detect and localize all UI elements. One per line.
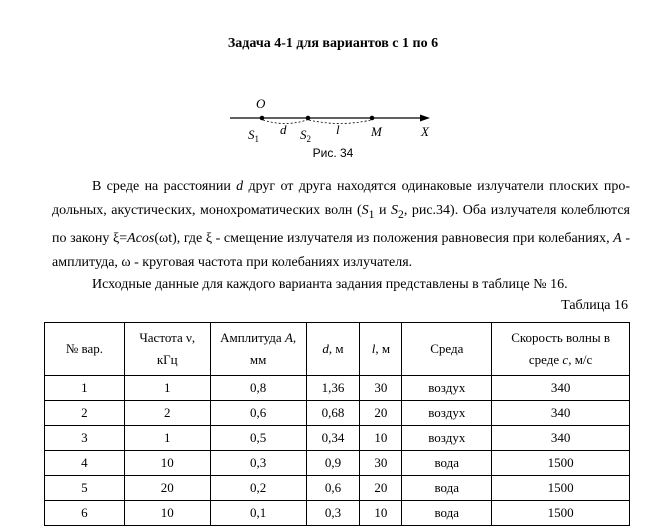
emitter-s2-dot: [306, 116, 311, 121]
cell-l: 20: [360, 401, 402, 426]
cell-wave-speed: 340: [492, 426, 630, 451]
cell-wave-speed: 340: [492, 401, 630, 426]
cell-frequency: 1: [124, 426, 210, 451]
cell-variant: 1: [45, 376, 125, 401]
table-row: [45, 376, 630, 401]
header-amplitude: Амплитуда A, мм: [210, 323, 306, 376]
cell-frequency: 2: [124, 401, 210, 426]
emitter-s1-dot: [260, 116, 265, 121]
cell-variant: 2: [45, 401, 125, 426]
cell-variant: 5: [45, 476, 125, 501]
cell-medium: вода: [402, 476, 492, 501]
point-m-dot: [370, 116, 375, 121]
table-caption: Таблица 16: [561, 298, 628, 313]
l-bracket: [309, 120, 371, 124]
s2-label: $S_2$: [300, 127, 311, 142]
cell-variant: 6: [45, 501, 125, 526]
x-axis-label: X: [421, 124, 429, 139]
origin-label: O: [256, 96, 266, 111]
cell-wave-speed: 1500: [492, 451, 630, 476]
cell-frequency: 10: [124, 451, 210, 476]
cell-frequency: 1: [124, 376, 210, 401]
variants-table: [44, 322, 630, 526]
cell-medium: вода: [402, 501, 492, 526]
cell-frequency: 20: [124, 476, 210, 501]
cell-amplitude: 0,1: [210, 501, 306, 526]
cell-d: 0,6: [306, 476, 360, 501]
table-row: [45, 501, 630, 526]
figure-34-diagram: [230, 94, 440, 142]
cell-l: 30: [360, 376, 402, 401]
table-header-row: [45, 323, 630, 376]
cell-d: 0,9: [306, 451, 360, 476]
figure-caption: Рис. 34: [312, 146, 354, 160]
cell-amplitude: 0,5: [210, 426, 306, 451]
table-row: [45, 401, 630, 426]
table-row: [45, 426, 630, 451]
m-label: M: [371, 124, 382, 139]
s1-label: $S_1$: [248, 127, 259, 142]
cell-wave-speed: 340: [492, 376, 630, 401]
cell-d: 0,34: [306, 426, 360, 451]
cell-d: 0,3: [306, 501, 360, 526]
cell-l: 30: [360, 451, 402, 476]
l-label: l: [336, 122, 340, 137]
problem-text: В среде на расстоянии d друг от друга находятся одинаковые излучатели плоских про-дольных, акустических, монохроматических волн ($S_1$ и $S_2$, рис.34). Оба излучателя колеблются по закону ξ=Acos(ωt), где ξ - смещение излучателя из положения равновесия при колебаниях, A - амплитуда, ω - круговая частота при колебаниях излучателя.: [52, 179, 630, 270]
cell-medium: воздух: [402, 401, 492, 426]
header-frequency: Частота ν, кГц: [124, 323, 210, 376]
cell-l: 20: [360, 476, 402, 501]
cell-frequency: 10: [124, 501, 210, 526]
task-title: Задача 4-1 для вариантов с 1 по 6: [227, 36, 439, 51]
cell-amplitude: 0,3: [210, 451, 306, 476]
d-label: d: [280, 122, 287, 137]
cell-variant: 3: [45, 426, 125, 451]
cell-medium: вода: [402, 451, 492, 476]
cell-amplitude: 0,8: [210, 376, 306, 401]
header-medium: Среда: [402, 323, 492, 376]
cell-amplitude: 0,2: [210, 476, 306, 501]
cell-wave-speed: 1500: [492, 501, 630, 526]
header-variant: № вар.: [45, 323, 125, 376]
cell-wave-speed: 1500: [492, 476, 630, 501]
cell-amplitude: 0,6: [210, 401, 306, 426]
x-axis-arrow-icon: [420, 115, 430, 122]
cell-l: 10: [360, 501, 402, 526]
cell-medium: воздух: [402, 426, 492, 451]
table-row: [45, 451, 630, 476]
cell-medium: воздух: [402, 376, 492, 401]
cell-d: 1,36: [306, 376, 360, 401]
header-wave-speed: Скорость волны в среде c, м/с: [492, 323, 630, 376]
header-l: l, м: [360, 323, 402, 376]
cell-variant: 4: [45, 451, 125, 476]
data-intro-text: Исходные данные для каждого варианта задания представлены в таблице № 16.: [92, 277, 568, 292]
header-d: d, м: [306, 323, 360, 376]
table-row: [45, 476, 630, 501]
cell-d: 0,68: [306, 401, 360, 426]
cell-l: 10: [360, 426, 402, 451]
